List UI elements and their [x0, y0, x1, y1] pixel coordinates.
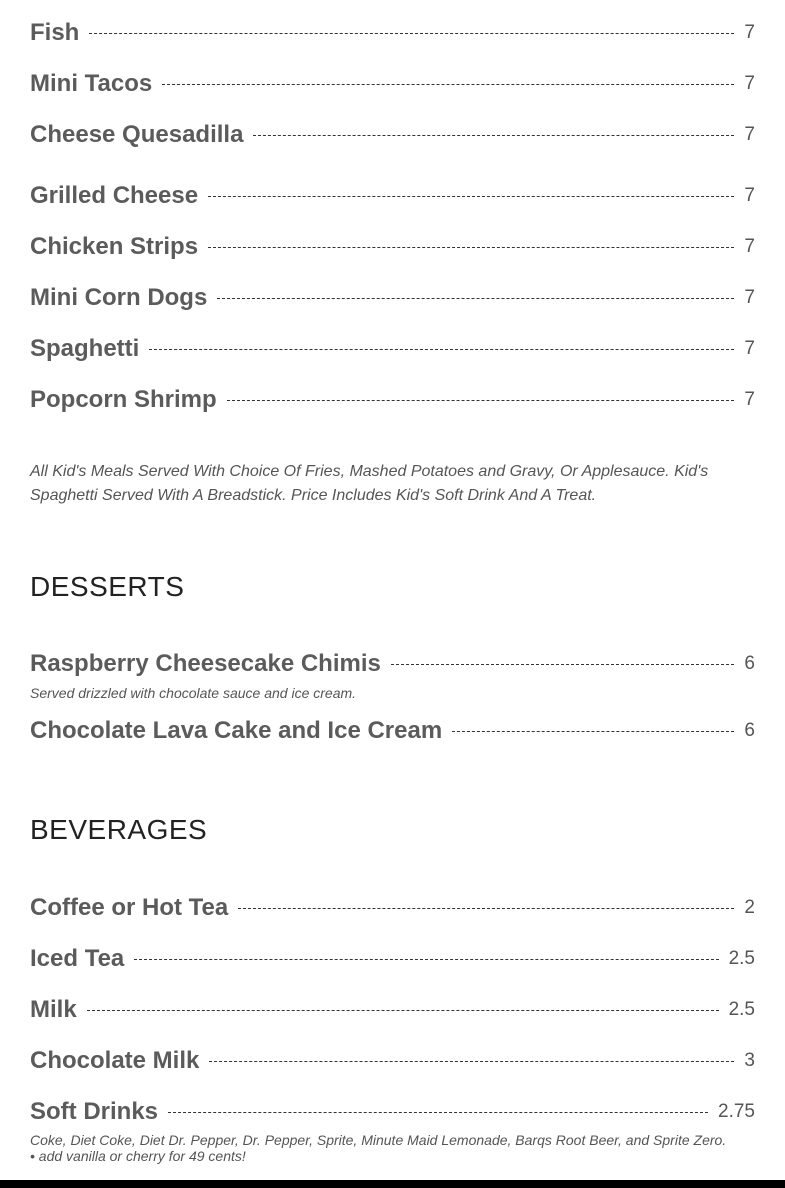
item-price: 7 [744, 287, 755, 308]
item-description: Served drizzled with chocolate sauce and ice cream. [30, 685, 357, 701]
menu-item-chocolate-milk [30, 1046, 755, 1076]
dot-leader [168, 1112, 708, 1113]
dot-leader [452, 731, 734, 732]
dot-leader [217, 298, 734, 299]
menu-item-cheese-quesadilla [30, 120, 755, 150]
item-name: Popcorn Shrimp [30, 386, 217, 413]
item-description: Coke, Diet Coke, Diet Dr. Pepper, Dr. Pepper, Sprite, Minute Maid Lemonade, Barqs Root Beer, and Sprite Zero. [30, 1132, 727, 1148]
item-name: Iced Tea [30, 945, 125, 972]
menu-item-milk [30, 995, 755, 1025]
dot-leader [87, 1010, 719, 1011]
kids-meal-note: All Kid's Meals Served With Choice Of Fries, Mashed Potatoes and Gravy, Or Applesauce. Kid's Spaghetti Served With A Breadstick. Price Includes Kid's Soft Drink And A Treat. [30, 463, 709, 504]
item-name: Cheese Quesadilla [30, 121, 244, 148]
dot-leader [89, 33, 734, 34]
item-name: Spaghetti [30, 335, 140, 362]
item-price: 7 [744, 389, 755, 410]
dot-leader [391, 664, 735, 665]
item-price: 3 [744, 1050, 755, 1071]
menu-item-mini-tacos [30, 69, 755, 99]
dot-leader [149, 349, 734, 350]
item-name: Soft Drinks [30, 1098, 159, 1125]
menu-item-soft-drinks [30, 1097, 755, 1127]
dot-leader [208, 247, 734, 248]
item-addon-note: • add vanilla or cherry for 49 cents! [30, 1148, 246, 1164]
menu-item-raspberry-cheesecake-chimis [30, 649, 755, 679]
item-name: Grilled Cheese [30, 182, 199, 209]
item-price: 2.5 [728, 999, 755, 1020]
item-price: 7 [744, 185, 755, 206]
item-name: Chicken Strips [30, 233, 199, 260]
section-heading-beverages: BEVERAGES [30, 814, 208, 845]
menu-item-fish [30, 18, 755, 48]
item-name: Coffee or Hot Tea [30, 894, 229, 921]
menu-item-coffee-or-hot-tea [30, 893, 755, 923]
section-heading-desserts: DESSERTS [30, 571, 185, 602]
item-price: 6 [744, 653, 755, 674]
menu-item-chicken-strips [30, 232, 755, 262]
item-price: 7 [744, 73, 755, 94]
menu-item-grilled-cheese [30, 181, 755, 211]
dot-leader [208, 196, 734, 197]
menu-item-popcorn-shrimp [30, 385, 755, 415]
dot-leader [227, 400, 735, 401]
menu-item-chocolate-lava-cake [30, 716, 755, 746]
bottom-bar [0, 1180, 785, 1188]
item-price: 7 [744, 236, 755, 257]
item-price: 6 [744, 720, 755, 741]
item-price: 7 [744, 22, 755, 43]
item-name: Mini Tacos [30, 70, 153, 97]
menu-item-iced-tea [30, 944, 755, 974]
item-price: 2.5 [728, 948, 755, 969]
item-name: Mini Corn Dogs [30, 284, 208, 311]
item-name: Milk [30, 996, 77, 1023]
item-price: 2.75 [718, 1101, 755, 1122]
dot-leader [253, 135, 734, 136]
item-name: Raspberry Cheesecake Chimis [30, 650, 381, 677]
dot-leader [162, 84, 734, 85]
item-price: 7 [744, 338, 755, 359]
dot-leader [134, 959, 718, 960]
item-name: Chocolate Milk [30, 1047, 200, 1074]
item-name: Fish [30, 19, 80, 46]
item-name: Chocolate Lava Cake and Ice Cream [30, 717, 443, 744]
menu-item-mini-corn-dogs [30, 283, 755, 313]
menu-item-spaghetti [30, 334, 755, 364]
item-price: 7 [744, 124, 755, 145]
dot-leader [238, 908, 734, 909]
item-price: 2 [744, 897, 755, 918]
dot-leader [209, 1061, 734, 1062]
